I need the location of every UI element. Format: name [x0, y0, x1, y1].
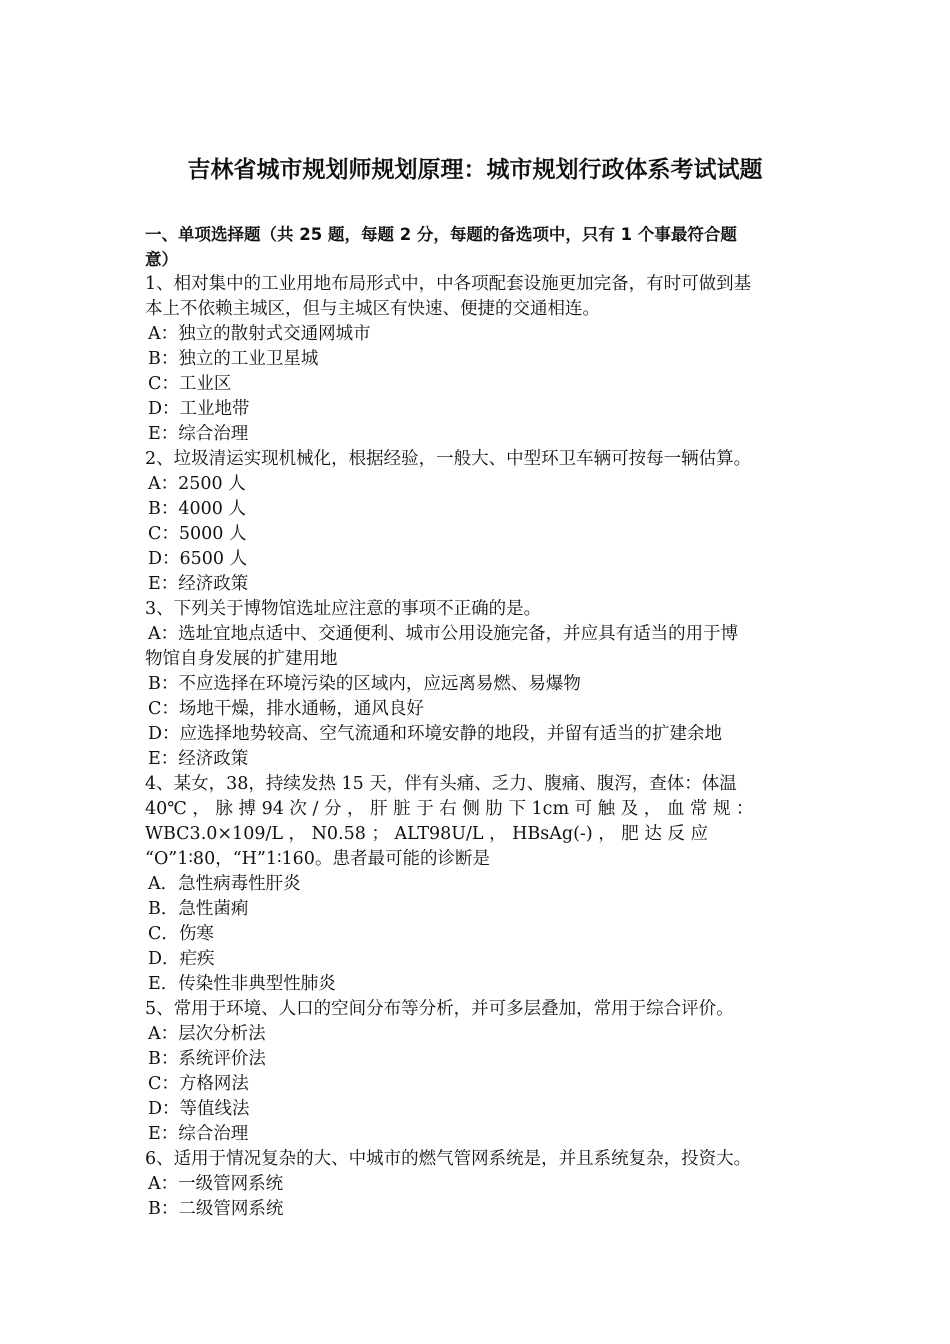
- option-b: B：独立的工业卫星城: [148, 349, 319, 369]
- option-a: A：2500 人: [148, 474, 246, 494]
- option-b: B：4000 人: [148, 499, 246, 519]
- question-stem: 本上不依赖主城区，但与主城区有快速、便捷的交通相连。: [145, 299, 600, 319]
- option-e: E：经济政策: [148, 749, 249, 769]
- question-stem: 6、适用于情况复杂的大、中城市的燃气管网系统是，并且系统复杂，投资大。: [145, 1149, 752, 1169]
- option-a: A．急性病毒性肝炎: [148, 874, 301, 894]
- question-stem: 3、下列关于博物馆选址应注意的事项不正确的是。: [145, 599, 542, 619]
- option-c: C．伤寒: [148, 924, 214, 944]
- option-b: B：不应选择在环境污染的区域内，应远离易燃、易爆物: [148, 674, 581, 694]
- question-2: [145, 447, 807, 597]
- option-e: E：综合治理: [148, 1124, 249, 1144]
- option-d: D：应选择地势较高、空气流通和环境安静的地段，并留有适当的扩建余地: [148, 724, 723, 744]
- option-b: B．急性菌痢: [148, 899, 249, 919]
- option-d: D：6500 人: [148, 549, 248, 569]
- option-d: D．疟疾: [148, 949, 215, 969]
- question-stem: 4、某女，38，持续发热 15 天，伴有头痛、乏力、腹痛、腹泻，查体：体温: [145, 774, 737, 794]
- question-stem: WBC3.0×109/L ， N0.58 ； ALT98U/L ， HBsAg(-) ， 肥 达 反 应: [145, 824, 708, 844]
- question-stem: 2、垃圾清运实现机械化，根据经验，一般大、中型环卫车辆可按每一辆估算。: [145, 449, 752, 469]
- option-c: C：5000 人: [148, 524, 247, 544]
- question-stem: “O”1∶80，“H”1∶160。患者最可能的诊断是: [145, 849, 490, 869]
- option-b: B：系统评价法: [148, 1049, 266, 1069]
- option-e: E：综合治理: [148, 424, 249, 444]
- question-stem: 5、常用于环境、人口的空间分布等分析，并可多层叠加，常用于综合评价。: [145, 999, 734, 1019]
- question-4: [145, 772, 807, 997]
- option-a: A：选址宜地点适中、交通便利、城市公用设施完备，并应具有适当的用于博: [148, 624, 739, 644]
- option-a-continued: 物馆自身发展的扩建用地: [145, 649, 338, 669]
- option-c: C：方格网法: [148, 1074, 249, 1094]
- section-heading: 一、单项选择题（共 25 题，每题 2 分，每题的备选项中，只有 1 个事最符合题: [145, 225, 737, 244]
- option-a: A：一级管网系统: [148, 1174, 284, 1194]
- question-3: [145, 597, 807, 772]
- document-title: 吉林省城市规划师规划原理：城市规划行政体系考试试题: [187, 157, 763, 183]
- option-d: D：工业地带: [148, 399, 250, 419]
- option-a: A：层次分析法: [148, 1024, 266, 1044]
- option-a: A：独立的散射式交通网城市: [148, 324, 371, 344]
- question-5: [145, 997, 807, 1147]
- option-c: C：工业区: [148, 374, 232, 394]
- option-b: B：二级管网系统: [148, 1199, 284, 1219]
- question-stem: 1、相对集中的工业用地布局形式中，中各项配套设施更加完备，有时可做到基: [145, 274, 752, 294]
- option-d: D：等值线法: [148, 1099, 250, 1119]
- document-body: [145, 222, 807, 1222]
- question-stem: 40℃ ， 脉 搏 94 次 / 分 ， 肝 脏 于 右 侧 肋 下 1cm 可 触 及 ， 血 常 规 ：: [145, 799, 754, 819]
- question-6: [145, 1147, 807, 1222]
- option-e: E：经济政策: [148, 574, 249, 594]
- section-heading-continued: 意）: [145, 250, 178, 269]
- question-1: [145, 272, 807, 447]
- option-c: C：场地干燥，排水通畅，通风良好: [148, 699, 424, 719]
- option-e: E．传染性非典型性肺炎: [148, 974, 336, 994]
